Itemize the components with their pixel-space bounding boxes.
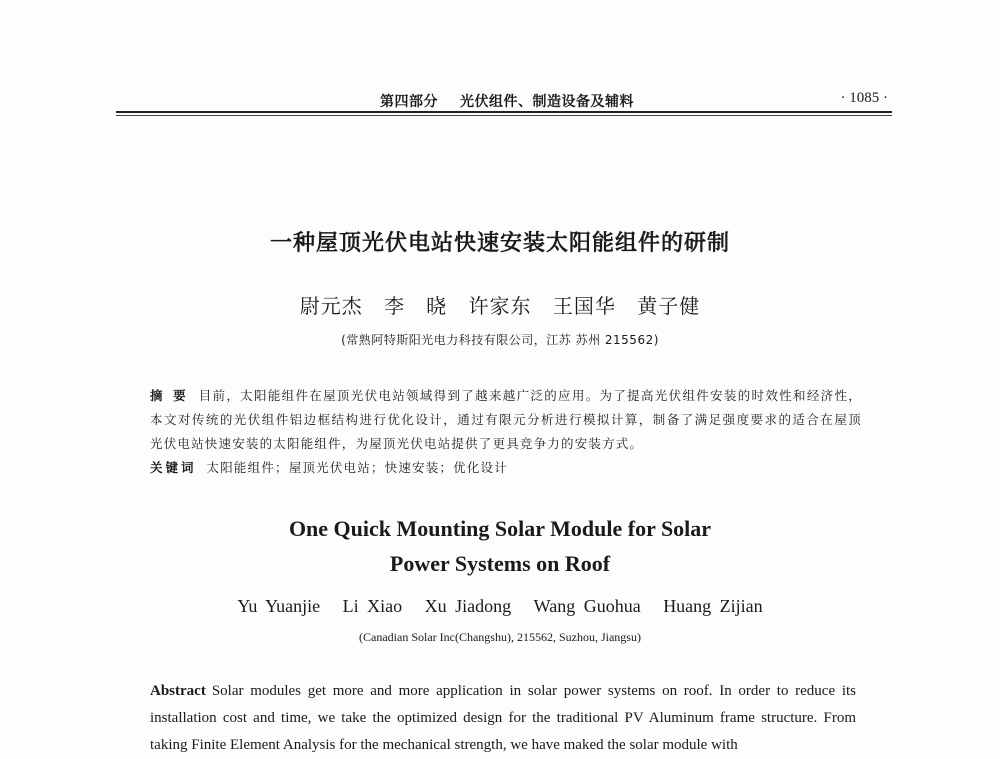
en-author: Huang Zijian bbox=[663, 596, 763, 616]
header-section-title bbox=[380, 91, 634, 111]
cn-abstract-label: 摘 要 bbox=[150, 388, 189, 403]
chinese-title: 一种屋顶光伏电站快速安装太阳能组件的研制 bbox=[269, 231, 730, 256]
cn-author: 李 晓 bbox=[384, 294, 448, 318]
english-affiliation: (Canadian Solar Inc(Changshu), 215562, Suzhou, Jiangsu) bbox=[359, 630, 641, 644]
en-author: Wang Guohua bbox=[533, 596, 641, 616]
running-header bbox=[118, 88, 892, 112]
cn-author: 黄子健 bbox=[637, 294, 701, 318]
en-author: Li Xiao bbox=[342, 596, 403, 616]
en-author: Yu Yuanjie bbox=[237, 596, 321, 616]
english-title-line-2: Power Systems on Roof bbox=[389, 551, 611, 576]
chinese-authors bbox=[0, 290, 1000, 319]
english-title-line-1: One Quick Mounting Solar Module for Solar bbox=[288, 516, 712, 541]
cn-keywords-text: 太阳能组件；屋顶光伏电站；快速安装；优化设计 bbox=[206, 460, 508, 475]
cn-author: 许家东 bbox=[468, 294, 532, 318]
header-part: 第四部分 bbox=[380, 94, 438, 110]
chinese-abstract bbox=[150, 384, 862, 456]
en-abstract-text: Solar modules get more and more application in solar power systems on roof. In order to reduce its installation cost and time, we take the optimized design for the traditional PV Aluminum frame structure. From taking Finite Element Analysis for the mechanical strength, we have maked the solar module with bbox=[150, 683, 856, 753]
en-author: Xu Jiadong bbox=[424, 596, 512, 616]
cn-author: 尉元杰 bbox=[299, 294, 363, 318]
cn-author: 王国华 bbox=[552, 294, 616, 318]
chinese-affiliation: (常熟阿特斯阳光电力科技有限公司，江苏 苏州 215562) bbox=[341, 333, 659, 347]
header-rule-thick bbox=[116, 111, 892, 113]
header-rule-thin bbox=[116, 115, 892, 116]
english-authors bbox=[0, 596, 1000, 617]
page-number: · 1085 · bbox=[840, 90, 888, 106]
en-abstract-label: Abstract bbox=[150, 683, 206, 699]
header-section: 光伏组件、制造设备及辅料 bbox=[460, 94, 634, 110]
cn-keywords-label: 关键词 bbox=[150, 460, 197, 475]
cn-abstract-text: 目前，太阳能组件在屋顶光伏电站领域得到了越来越广泛的应用。为了提高光伏组件安装的时效性和经济性，本文对传统的光伏组件铝边框结构进行优化设计，通过有限元分析进行模拟计算，制备了满足强度要求的适合在屋顶光伏电站快速安装的太阳能组件，为屋顶光伏电站提供了更具竞争力的安装方式。 bbox=[150, 388, 862, 451]
english-title bbox=[0, 511, 1000, 581]
english-abstract bbox=[150, 678, 856, 759]
chinese-keywords bbox=[150, 456, 862, 480]
